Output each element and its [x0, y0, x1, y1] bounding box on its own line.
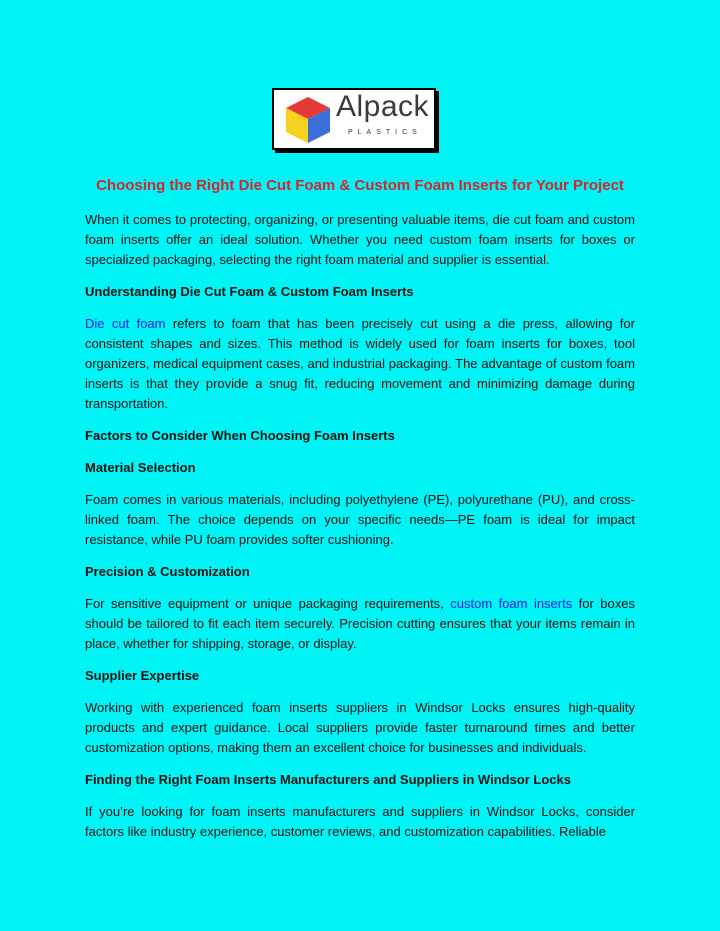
- subheading-material: Material Selection: [85, 460, 196, 475]
- section-heading-factors: Factors to Consider When Choosing Foam Inserts: [85, 428, 395, 443]
- logo-subtitle: PLASTICS: [348, 129, 422, 136]
- intro-paragraph: When it comes to protecting, organizing, or presenting valuable items, die cut foam and custom foam inserts offer an ideal solution. Whether you need custom foam inserts for boxes or specialized packaging, selecting the right foam material and supplier is essential.: [85, 212, 635, 267]
- material-paragraph: Foam comes in various materials, including polyethylene (PE), polyurethane (PU), and cross-linked foam. The choice depends on your specific needs—PE foam is ideal for impact resistance, while PU foam provides softer cushioning.: [85, 492, 635, 547]
- article-title: Choosing the Right Die Cut Foam & Custom Foam Inserts for Your Project: [96, 177, 624, 194]
- die-cut-foam-link[interactable]: Die cut foam: [85, 316, 166, 331]
- custom-foam-inserts-link[interactable]: custom foam inserts: [450, 596, 573, 611]
- company-logo: [272, 88, 436, 150]
- subheading-supplier: Supplier Expertise: [85, 668, 200, 683]
- logo-wordmark: Alpack: [336, 90, 430, 123]
- article-body: [85, 174, 635, 854]
- cube-logo-icon: [284, 95, 332, 145]
- precision-paragraph: [85, 594, 635, 654]
- understanding-text: refers to foam that has been precisely cut using a die press, allowing for consistent shapes and sizes. This method is widely used for foam inserts for boxes, tool organizers, medical equipment cases, and industrial packaging. The advantage of custom foam inserts is that they provide a snug fit, reducing movement and minimizing damage during transportation.: [85, 316, 635, 411]
- supplier-paragraph: Working with experienced foam inserts suppliers in Windsor Locks ensures high-quality products and expert guidance. Local suppliers provide faster turnaround times and better customization options, making them an excellent choice for businesses and individuals.: [85, 700, 635, 755]
- subheading-precision: Precision & Customization: [85, 564, 250, 579]
- precision-text-before: For sensitive equipment or unique packaging requirements,: [85, 596, 451, 611]
- section-heading-understanding: Understanding Die Cut Foam & Custom Foam Inserts: [85, 284, 414, 299]
- section-heading-finding: Finding the Right Foam Inserts Manufacturers and Suppliers in Windsor Locks: [85, 772, 571, 787]
- precision-text-after: for boxes should be tailored to fit each item securely. Precision cutting ensures that your items remain in place, whether for shipping, storage, or display.: [85, 596, 635, 651]
- finding-paragraph: If you’re looking for foam inserts manufacturers and suppliers in Windsor Locks, consider factors like industry experience, customer reviews, and customization capabilities. Reliable: [85, 804, 635, 839]
- understanding-paragraph: [85, 314, 635, 414]
